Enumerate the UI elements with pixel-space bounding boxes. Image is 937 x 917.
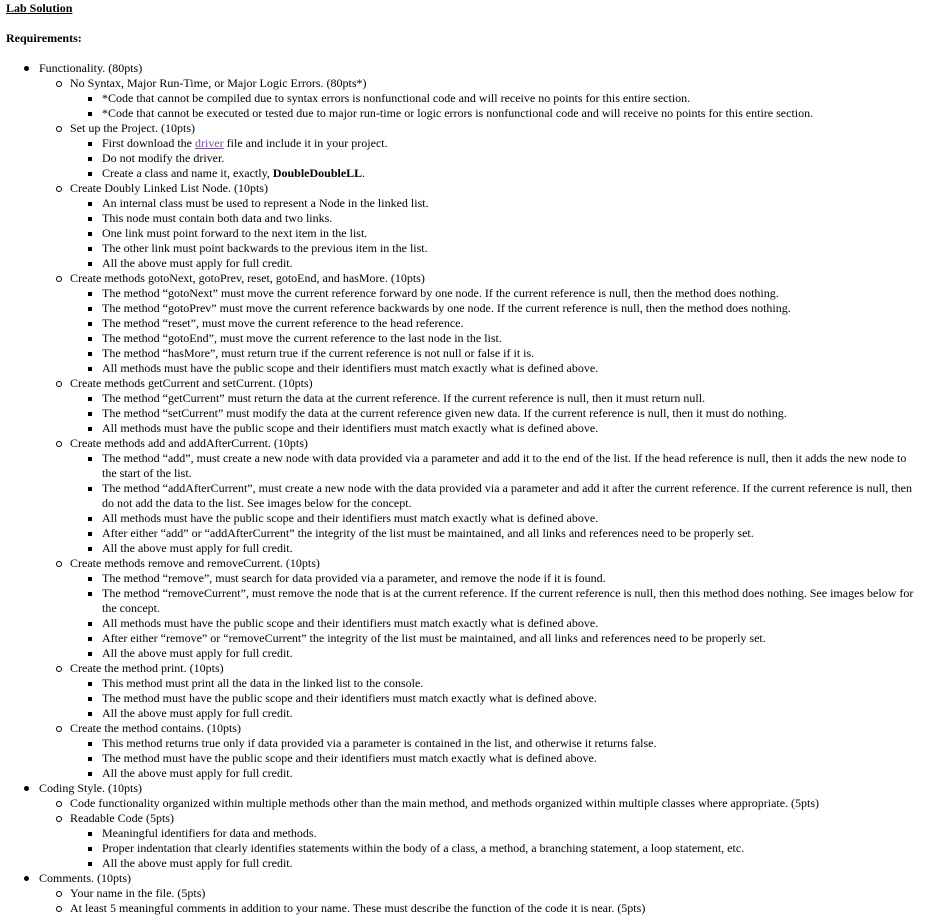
list-item (6, 211, 931, 226)
list-item (6, 271, 931, 376)
item-text: *Code that cannot be executed or tested due to major run-time or logic errors is nonfunctional code and will receive no points for this entire section. (102, 106, 917, 121)
list-item (6, 421, 931, 436)
list-item (6, 286, 931, 301)
item-text: All the above must apply for full credit. (102, 541, 917, 556)
list-item (6, 901, 931, 916)
list-item (6, 256, 931, 271)
item-text: All methods must have the public scope and their identifiers must match exactly what is defined above. (102, 616, 917, 631)
section-node: Create Doubly Linked List Node. (10pts) (70, 181, 931, 196)
download-text: First download the (102, 136, 195, 150)
list-item (6, 811, 931, 871)
item-text: After either “remove” or “removeCurrent” the integrity of the list must be maintained, and all links and references need to be properly set. (102, 631, 917, 646)
list-item (6, 571, 931, 586)
item-text: The method “addAfterCurrent”, must create a new node with the data provided via a parameter and add it after the current reference. If the current reference is null, then do not add the data to the list. See images below for the concept. (102, 481, 917, 511)
item-text: The method “remove”, must search for data provided via a parameter, and remove the node if it is found. (102, 571, 917, 586)
list-item (6, 796, 931, 811)
item-text: All methods must have the public scope and their identifiers must match exactly what is defined above. (102, 421, 917, 436)
item-text: The method “add”, must create a new node with data provided via a parameter and add it to the end of the list. If the head reference is null, then it adds the new node to the start of the list. (102, 451, 917, 481)
section-contains: Create the method contains. (10pts) (70, 721, 931, 736)
list-item (6, 151, 931, 166)
create-class-text-after: . (362, 166, 366, 180)
list-item (6, 121, 931, 181)
list-item (6, 751, 931, 766)
list-item (6, 541, 931, 556)
item-text: The method “reset”, must move the current reference to the head reference. (102, 316, 917, 331)
list-item (6, 736, 931, 751)
item-text: The method “removeCurrent”, must remove the node that is at the current reference. If the current reference is null, then this method does nothing. See images below for the concept. (102, 586, 917, 616)
item-text: The method “getCurrent” must return the data at the current reference. If the current reference is null, then it must return null. (102, 391, 917, 406)
list-item (6, 646, 931, 661)
list-item (6, 511, 931, 526)
list-item (6, 61, 931, 781)
requirements-list (6, 61, 931, 916)
list-item (6, 451, 931, 481)
list-item (6, 721, 931, 781)
section-add: Create methods add and addAfterCurrent. (10pts) (70, 436, 931, 451)
section-goto: Create methods gotoNext, gotoPrev, reset, gotoEnd, and hasMore. (10pts) (70, 271, 931, 286)
list-item (6, 406, 931, 421)
item-text: Proper indentation that clearly identifies statements within the body of a class, a method, a branching statement, a loop statement, etc. (102, 841, 917, 856)
item-text: The method must have the public scope and their identifiers must match exactly what is defined above. (102, 751, 917, 766)
item-text: All the above must apply for full credit. (102, 646, 917, 661)
item-text: All methods must have the public scope and their identifiers must match exactly what is defined above. (102, 511, 917, 526)
list-item (6, 886, 931, 901)
comments-label: Comments. (10pts) (39, 871, 931, 886)
section-print: Create the method print. (10pts) (70, 661, 931, 676)
list-item (6, 676, 931, 691)
section-remove: Create methods remove and removeCurrent. (10pts) (70, 556, 931, 571)
list-item (6, 766, 931, 781)
list-item (6, 136, 931, 151)
section-readable: Readable Code (5pts) (70, 811, 931, 826)
item-text: All the above must apply for full credit. (102, 856, 917, 871)
list-item (6, 196, 931, 211)
functionality-label: Functionality. (80pts) (39, 61, 931, 76)
list-item (6, 181, 931, 271)
item-text (102, 136, 917, 151)
item-text: This method returns true only if data provided via a parameter is contained in the list, and otherwise it returns false. (102, 736, 917, 751)
item-text: Meaningful identifiers for data and methods. (102, 826, 917, 841)
list-item (6, 706, 931, 721)
requirements-heading: Requirements: (6, 31, 82, 45)
item-text: Your name in the file. (5pts) (70, 886, 931, 901)
list-item (6, 841, 931, 856)
item-text: This method must print all the data in the linked list to the console. (102, 676, 917, 691)
list-item (6, 361, 931, 376)
item-text: The other link must point backwards to the previous item in the list. (102, 241, 917, 256)
item-text (102, 166, 917, 181)
item-text: The method “gotoEnd”, must move the current reference to the last node in the list. (102, 331, 917, 346)
list-item (6, 781, 931, 871)
download-text-after: file and include it in your project. (223, 136, 388, 150)
list-item (6, 481, 931, 511)
item-text: An internal class must be used to represent a Node in the linked list. (102, 196, 917, 211)
list-item (6, 586, 931, 616)
list-item (6, 316, 931, 331)
item-text: All the above must apply for full credit. (102, 766, 917, 781)
list-item (6, 616, 931, 631)
class-name: DoubleDoubleLL (272, 166, 363, 180)
create-class-text: Create a class and name it, exactly, (102, 166, 273, 180)
list-item (6, 391, 931, 406)
section-get-set: Create methods getCurrent and setCurrent. (10pts) (70, 376, 931, 391)
list-item (6, 91, 931, 106)
list-item (6, 106, 931, 121)
item-text: All methods must have the public scope and their identifiers must match exactly what is defined above. (102, 361, 917, 376)
list-item (6, 826, 931, 841)
item-text: At least 5 meaningful comments in addition to your name. These must describe the function of the code it is near. (5pts) (70, 901, 931, 916)
list-item (6, 346, 931, 361)
list-item (6, 226, 931, 241)
item-text: This node must contain both data and two links. (102, 211, 917, 226)
item-text: The method must have the public scope and their identifiers must match exactly what is defined above. (102, 691, 917, 706)
list-item (6, 856, 931, 871)
list-item (6, 376, 931, 436)
item-text: One link must point forward to the next item in the list. (102, 226, 917, 241)
list-item (6, 661, 931, 721)
list-item (6, 631, 931, 646)
list-item (6, 526, 931, 541)
list-item (6, 556, 931, 661)
list-item (6, 691, 931, 706)
page-title: Lab Solution (6, 1, 73, 15)
list-item (6, 871, 931, 916)
list-item (6, 76, 931, 121)
list-item (6, 241, 931, 256)
item-text: The method “hasMore”, must return true if the current reference is not null or false if it is. (102, 346, 917, 361)
section-setup: Set up the Project. (10pts) (70, 121, 931, 136)
item-text: *Code that cannot be compiled due to syntax errors is nonfunctional code and will receive no points for this entire section. (102, 91, 917, 106)
list-item (6, 166, 931, 181)
section-organized: Code functionality organized within multiple methods other than the main method, and methods organized within multiple classes where appropriate. (5pts) (70, 796, 931, 811)
driver-link[interactable]: driver (195, 136, 224, 150)
item-text: The method “gotoPrev” must move the current reference backwards by one node. If the current reference is null, then the method does nothing. (102, 301, 917, 316)
list-item (6, 331, 931, 346)
list-item (6, 301, 931, 316)
item-text: The method “setCurrent” must modify the data at the current reference given new data. If the current reference is null, then it must do nothing. (102, 406, 917, 421)
item-text: All the above must apply for full credit. (102, 256, 917, 271)
section-no-errors: No Syntax, Major Run-Time, or Major Logic Errors. (80pts*) (70, 76, 931, 91)
coding-style-label: Coding Style. (10pts) (39, 781, 931, 796)
item-text: All the above must apply for full credit. (102, 706, 917, 721)
list-item (6, 436, 931, 556)
item-text: After either “add” or “addAfterCurrent” the integrity of the list must be maintained, and all links and references need to be properly set. (102, 526, 917, 541)
item-text: Do not modify the driver. (102, 151, 917, 166)
item-text: The method “gotoNext” must move the current reference forward by one node. If the current reference is null, then the method does nothing. (102, 286, 917, 301)
